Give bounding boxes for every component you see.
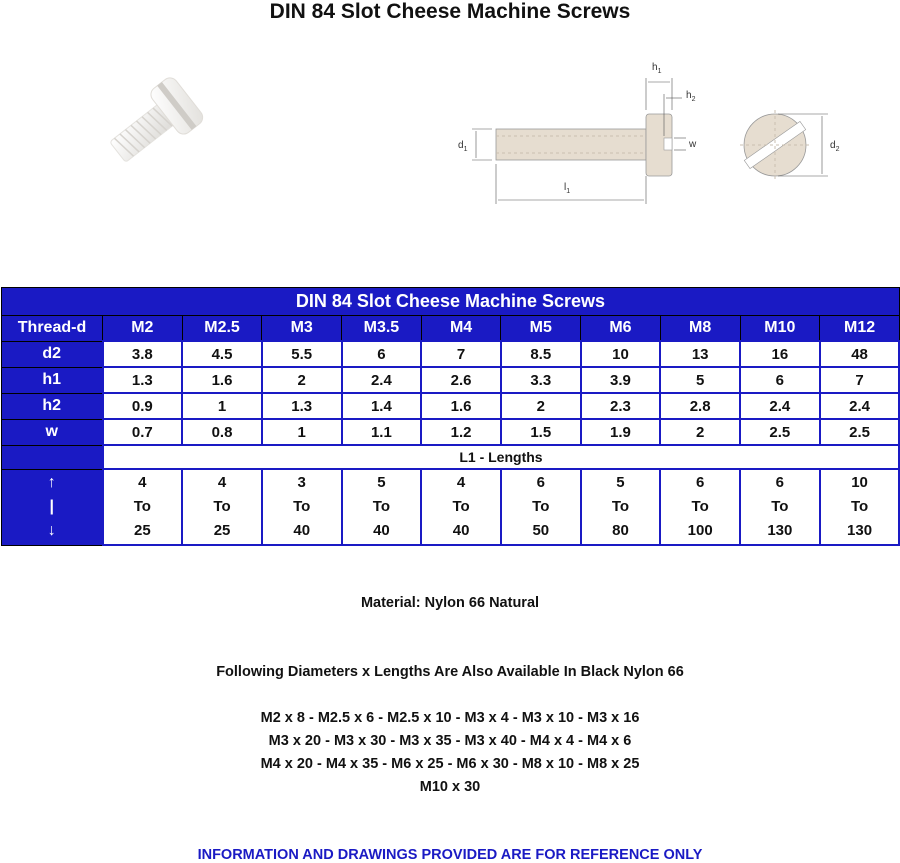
table-cell: 1.2 <box>421 419 501 445</box>
page-title: DIN 84 Slot Cheese Machine Screws <box>269 0 631 23</box>
to-word: To <box>850 498 869 515</box>
table-cell: 3.8 <box>103 341 183 367</box>
thread-header: M10 <box>740 316 820 342</box>
table-cell: 2 <box>660 419 740 445</box>
length-range-cell <box>342 469 422 545</box>
label-l1: $l_1$ <box>564 182 571 195</box>
table-cell: 1.4 <box>342 393 422 419</box>
l1-caption: L1 - Lengths <box>103 445 900 469</box>
length-min: 6 <box>775 474 785 491</box>
thread-header: M8 <box>660 316 740 342</box>
material-note: Material: Nylon 66 Natural <box>360 595 540 611</box>
to-word: To <box>213 498 231 515</box>
to-word: To <box>452 498 470 515</box>
length-min: 4 <box>217 474 227 491</box>
table-cell: 1.1 <box>342 419 422 445</box>
spec-table <box>1 287 900 546</box>
black-nylon-size-line: M10 x 30 <box>419 779 481 795</box>
length-range-cell <box>262 469 342 545</box>
label-h1: $h_1$ <box>652 62 662 75</box>
thread-header: M12 <box>820 316 900 342</box>
to-word: To <box>133 498 151 515</box>
l1-caption-blank <box>2 445 103 469</box>
length-min: 6 <box>536 474 545 491</box>
length-range-cell <box>740 469 820 545</box>
thread-header: M5 <box>501 316 581 342</box>
l1-caption-row <box>2 445 900 469</box>
table-cell: 48 <box>820 341 900 367</box>
table-cell: 6 <box>740 367 820 393</box>
disclaimer: INFORMATION AND DRAWINGS PROVIDED ARE FOR REFERENCE ONLY <box>197 847 703 863</box>
length-min: 10 <box>851 474 868 491</box>
row-label: h2 <box>2 393 103 419</box>
dimension-drawing <box>452 52 852 212</box>
table-banner: DIN 84 Slot Cheese Machine Screws <box>2 288 900 316</box>
table-cell: 2 <box>501 393 581 419</box>
length-max: 40 <box>452 522 470 539</box>
table-cell: 7 <box>421 341 501 367</box>
table-cell: 1.3 <box>103 367 183 393</box>
label-d1: $d_1$ <box>458 140 468 153</box>
table-cell: 2.6 <box>421 367 501 393</box>
length-max: 40 <box>293 522 311 539</box>
table-cell: 6 <box>342 341 422 367</box>
thread-header: M2.5 <box>182 316 262 342</box>
length-range-cell <box>581 469 661 545</box>
row-label: w <box>2 419 103 445</box>
length-min: 5 <box>377 474 386 491</box>
table-cell: 2.5 <box>820 419 900 445</box>
thread-header: M6 <box>581 316 661 342</box>
table-cell: 10 <box>581 341 661 367</box>
to-word: To <box>611 498 630 515</box>
thread-header: M4 <box>421 316 501 342</box>
length-min: 3 <box>297 474 306 491</box>
table-cell: 0.9 <box>103 393 183 419</box>
arrow-glyph: ↓ <box>47 522 56 539</box>
length-min: 4 <box>138 474 147 491</box>
length-range-cell <box>820 469 900 545</box>
thread-header: M2 <box>103 316 183 342</box>
table-cell: 1.9 <box>581 419 661 445</box>
table-cell: 2.4 <box>342 367 422 393</box>
row-label: h1 <box>2 367 103 393</box>
table-row <box>2 419 900 445</box>
length-max: 100 <box>687 522 713 539</box>
length-range-cell <box>660 469 740 545</box>
label-h2: $h_2$ <box>686 90 696 103</box>
screw-photo <box>70 62 220 192</box>
table-cell: 3.3 <box>501 367 581 393</box>
row-label: d2 <box>2 341 103 367</box>
table-cell: 2.8 <box>660 393 740 419</box>
table-cell: 4.5 <box>182 341 262 367</box>
table-cell: 1.6 <box>421 393 501 419</box>
table-cell: 13 <box>660 341 740 367</box>
lengths-row <box>2 469 900 545</box>
length-max: 25 <box>134 522 151 539</box>
table-cell: 3.9 <box>581 367 661 393</box>
length-min: 4 <box>456 474 466 491</box>
black-nylon-size-line: M2 x 8 - M2.5 x 6 - M2.5 x 10 - M3 x 4 - M3 x 10 - M3 x 16 <box>260 710 640 726</box>
table-row <box>2 393 900 419</box>
table-cell: 1 <box>262 419 342 445</box>
table-cell: 2.3 <box>581 393 661 419</box>
thread-header: M3.5 <box>342 316 422 342</box>
length-min: 6 <box>695 474 705 491</box>
arrow-glyph: | <box>49 498 54 515</box>
table-cell: 1 <box>182 393 262 419</box>
length-max: 50 <box>532 522 550 539</box>
table-cell: 1.5 <box>501 419 581 445</box>
label-d2: $d_2$ <box>830 140 840 153</box>
table-cell: 8.5 <box>501 341 581 367</box>
table-cell: 7 <box>820 367 900 393</box>
table-cell: 1.6 <box>182 367 262 393</box>
table-cell: 5.5 <box>262 341 342 367</box>
table-cell: 5 <box>660 367 740 393</box>
to-word: To <box>372 498 391 515</box>
thread-header-label: Thread-d <box>2 316 103 342</box>
black-nylon-size-line: M4 x 20 - M4 x 35 - M6 x 25 - M6 x 30 - M8 x 10 - M8 x 25 <box>260 756 640 772</box>
length-range-cell <box>182 469 262 545</box>
table-cell: 2.4 <box>740 393 820 419</box>
table-cell: 2 <box>262 367 342 393</box>
to-word: To <box>771 498 789 515</box>
black-nylon-size-line: M3 x 20 - M3 x 30 - M3 x 35 - M3 x 40 - M4 x 4 - M4 x 6 <box>268 733 632 749</box>
table-cell: 0.7 <box>103 419 183 445</box>
length-max: 80 <box>612 522 629 539</box>
table-header-row <box>2 316 900 342</box>
table-cell: 0.8 <box>182 419 262 445</box>
table-cell: 1.3 <box>262 393 342 419</box>
length-range-arrow-icon <box>2 469 103 545</box>
table-cell: 2.4 <box>820 393 900 419</box>
table-row <box>2 341 900 367</box>
thread-header: M3 <box>262 316 342 342</box>
table-cell: 2.5 <box>740 419 820 445</box>
length-max: 40 <box>373 522 390 539</box>
table-row <box>2 367 900 393</box>
length-range-cell <box>421 469 501 545</box>
length-range-cell <box>103 469 183 545</box>
to-word: To <box>691 498 709 515</box>
to-word: To <box>293 498 311 515</box>
arrow-glyph: ↑ <box>47 474 56 491</box>
table-cell: 16 <box>740 341 820 367</box>
length-range-cell <box>501 469 581 545</box>
length-max: 25 <box>213 522 231 539</box>
label-w: w <box>689 139 697 150</box>
black-nylon-heading: Following Diameters x Lengths Are Also Available In Black Nylon 66 <box>216 664 684 680</box>
length-max: 130 <box>847 522 873 539</box>
to-word: To <box>532 498 550 515</box>
length-max: 130 <box>767 522 793 539</box>
length-min: 5 <box>616 474 625 491</box>
